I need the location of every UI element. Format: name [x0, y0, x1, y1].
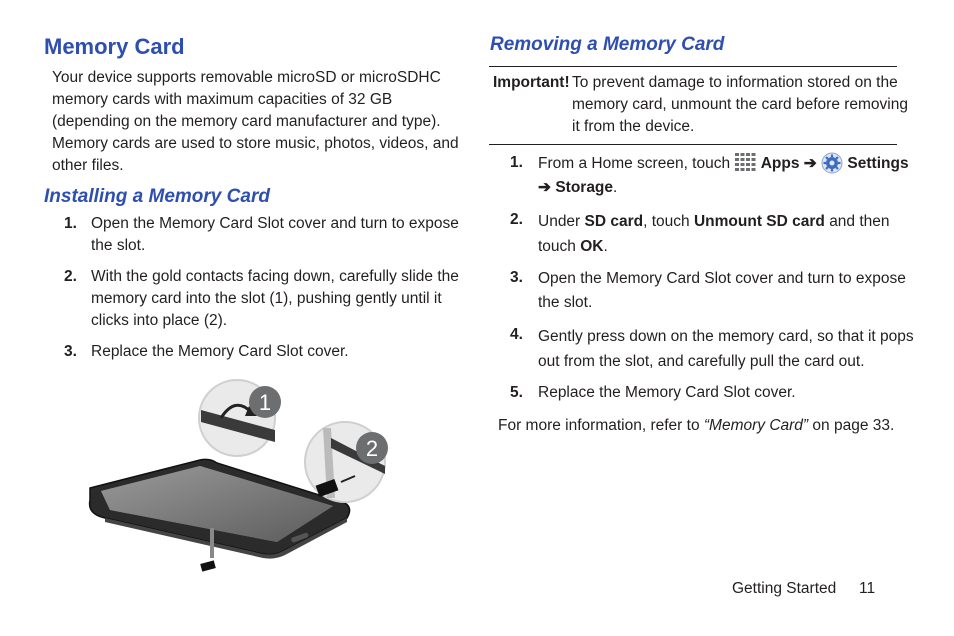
step-text: touch: [538, 238, 576, 255]
unmount-label: Unmount SD card: [693, 213, 825, 230]
removing-step-3: [538, 267, 906, 315]
more-info: [498, 415, 894, 437]
tablet-illustration: [85, 378, 420, 578]
removing-step-5: [538, 382, 796, 404]
intro-line: (depending on the memory card manufacturer and type).: [52, 113, 441, 130]
apps-label: Apps: [760, 155, 800, 172]
intro-paragraph: [52, 67, 459, 177]
step-line: the slot.: [91, 237, 146, 254]
arrow-icon: ➔: [803, 155, 817, 172]
step-number: 5.: [510, 384, 523, 401]
important-label: Important!: [493, 74, 570, 91]
intro-line: Memory cards are used to store music, photos, videos, and: [52, 135, 459, 152]
step-text: , touch: [643, 213, 690, 230]
intro-line: Your device supports removable microSD or microSDHC: [52, 69, 441, 86]
step-number: 3.: [510, 269, 523, 286]
step-text: and then: [829, 213, 890, 230]
step-line: the slot.: [538, 294, 593, 311]
step-line: Open the Memory Card Slot cover and turn to expose: [538, 270, 906, 287]
callout-1: [249, 386, 281, 418]
svg-text:2: 2: [365, 436, 379, 461]
step-line: With the gold contacts facing down, carefully slide the: [91, 268, 459, 285]
removing-step-1: [538, 152, 909, 200]
page-title: Memory Card: [44, 34, 185, 59]
step-text: From a Home screen, touch: [538, 155, 731, 172]
intro-line: memory cards with maximum capacities of 32 GB: [52, 91, 393, 108]
important-line: it from the device.: [572, 118, 695, 135]
ok-label: OK: [580, 238, 604, 255]
removing-step-2: [538, 209, 890, 259]
step-number: 2.: [64, 268, 77, 285]
step-text: Under: [538, 213, 581, 230]
footer-section: Getting Started: [732, 580, 837, 597]
step-line: Open the Memory Card Slot cover and turn to expose: [91, 215, 459, 232]
removing-step-4: [538, 324, 914, 374]
more-info-text: on page 33.: [812, 417, 895, 434]
installing-step-2: [91, 266, 459, 332]
step-number: 1.: [510, 154, 523, 171]
important-line: To prevent damage to information stored on the: [572, 74, 898, 91]
removing-heading: Removing a Memory Card: [490, 34, 725, 55]
apps-icon: [734, 152, 756, 172]
settings-gear-icon: [821, 152, 843, 174]
step-text: .: [613, 179, 618, 196]
installing-step-1: [91, 213, 459, 257]
step-line: out from the slot, and carefully pull the card out.: [538, 353, 865, 370]
installing-step-3: [91, 341, 349, 363]
page-number: 11: [859, 580, 876, 597]
divider-top: [489, 66, 897, 67]
svg-text:1: 1: [258, 390, 272, 415]
step-line: memory card into the slot (1), pushing gently until it: [91, 290, 442, 307]
step-line: Replace the Memory Card Slot cover.: [538, 384, 796, 401]
step-text: .: [603, 238, 608, 255]
important-line: memory card, unmount the card before removing: [572, 96, 908, 113]
callout-2: [356, 432, 388, 464]
memory-card-reference-link[interactable]: “Memory Card”: [703, 417, 809, 434]
intro-line: other files.: [52, 157, 124, 174]
step-line: Replace the Memory Card Slot cover.: [91, 343, 349, 360]
important-text: [572, 72, 908, 138]
step-line: Gently press down on the memory card, so that it pops: [538, 328, 914, 345]
step-line: clicks into place (2).: [91, 312, 228, 329]
step-number: 2.: [510, 211, 523, 228]
arrow-icon: ➔: [538, 179, 551, 196]
step-number: 1.: [64, 215, 77, 232]
sd-card-label: SD card: [584, 213, 644, 230]
storage-label: Storage: [555, 179, 614, 196]
installing-heading: Installing a Memory Card: [44, 186, 270, 207]
more-info-text: For more information, refer to: [498, 417, 700, 434]
step-number: 3.: [64, 343, 77, 360]
step-number: 4.: [510, 326, 523, 343]
settings-label: Settings: [847, 155, 909, 172]
divider-bottom: [489, 144, 897, 145]
